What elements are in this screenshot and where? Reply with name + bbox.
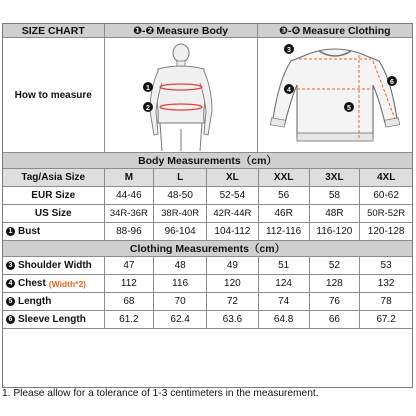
cell-value: 50R-52R xyxy=(367,208,406,219)
table-row xyxy=(3,187,412,205)
how-to-measure-label xyxy=(3,38,105,153)
table-cell xyxy=(207,187,259,205)
column-header-xxl xyxy=(259,169,310,187)
table-cell xyxy=(105,205,155,223)
cell-value: 76 xyxy=(328,296,340,307)
cell-value: 44-46 xyxy=(116,190,142,201)
cell-value: 128 xyxy=(326,278,343,289)
body-measurements-title-row xyxy=(3,153,412,169)
body-measurements-title xyxy=(3,153,412,169)
measure-body-header xyxy=(105,24,258,38)
column-header-xl-text: XL xyxy=(226,172,239,183)
row-label-length-text: Length xyxy=(18,296,52,307)
table-cell xyxy=(259,205,310,223)
table-cell xyxy=(259,187,310,205)
row-label-shoulder-width-text: Shoulder Width xyxy=(18,260,92,271)
column-header-m-text: M xyxy=(124,172,134,183)
row-label-sleeve-length-text: Sleeve Length xyxy=(18,314,86,325)
cell-value: 62.4 xyxy=(170,314,190,325)
clothing-measurements-title-row xyxy=(3,241,412,257)
cell-value: 52-54 xyxy=(219,190,246,201)
table-cell xyxy=(154,187,207,205)
table-cell xyxy=(105,275,155,293)
cell-value: 68 xyxy=(123,296,135,307)
table-cell xyxy=(207,293,259,311)
cell-value: 96-104 xyxy=(164,226,196,237)
clothing-label-5: 5 xyxy=(346,105,351,112)
table-cell xyxy=(259,275,310,293)
cell-value: 88-96 xyxy=(116,226,142,237)
table-row xyxy=(3,275,412,293)
column-header-l xyxy=(154,169,207,187)
table-cell xyxy=(154,311,207,329)
row-label-bust-text: Bust xyxy=(18,226,41,237)
table-cell xyxy=(259,311,310,329)
number-badge-icon: 1 xyxy=(6,227,15,236)
title-row xyxy=(3,24,412,38)
number-badge-icon: 3 xyxy=(6,261,15,270)
cell-value: 46R xyxy=(274,208,293,219)
table-cell xyxy=(310,257,361,275)
table-row xyxy=(3,257,412,275)
clothing-label-6: 6 xyxy=(389,79,394,86)
cell-value: 48-50 xyxy=(167,190,193,201)
column-header-xxl-text: XXL xyxy=(273,172,294,183)
table-cell xyxy=(360,257,412,275)
number-badge-icon: 4 xyxy=(6,279,15,288)
table-cell xyxy=(207,223,259,241)
cell-value: 132 xyxy=(377,278,395,289)
row-label-shoulder-width xyxy=(3,257,105,275)
column-header-3xl xyxy=(310,169,361,187)
measure-clothing-label: Measure Clothing xyxy=(302,24,391,37)
cell-value: 74 xyxy=(278,296,290,307)
notes-section xyxy=(2,388,413,400)
clothing-figure-cell xyxy=(258,38,412,153)
column-header-l-text: L xyxy=(177,172,184,183)
size-chart-label: SIZE CHART xyxy=(21,24,85,37)
table-cell xyxy=(207,205,259,223)
cell-value: 48 xyxy=(174,260,186,271)
row-label-bust xyxy=(3,223,105,241)
table-cell xyxy=(105,257,155,275)
measure-body-range: ❶-❷ xyxy=(133,24,155,37)
table-cell xyxy=(259,293,310,311)
table-cell xyxy=(259,223,310,241)
measure-body-label: Measure Body xyxy=(156,24,229,37)
cell-value: 112-116 xyxy=(266,226,302,237)
cell-value: 120 xyxy=(224,278,241,289)
column-header-tag-size-text: Tag/Asia Size xyxy=(21,172,86,183)
table-cell xyxy=(207,275,259,293)
measure-clothing-header xyxy=(258,24,412,38)
column-header-xl xyxy=(207,169,259,187)
column-header-m xyxy=(105,169,155,187)
chest-width-note: (Width*2) xyxy=(48,278,87,289)
column-header-4xl-text: 4XL xyxy=(376,172,396,183)
table-cell xyxy=(360,205,412,223)
table-cell xyxy=(105,187,155,205)
table-cell xyxy=(310,187,361,205)
cell-value: 112 xyxy=(120,278,137,289)
clothing-label-3: 3 xyxy=(286,47,291,54)
cell-value: 60-62 xyxy=(373,190,399,201)
row-label-sleeve-length xyxy=(3,311,105,329)
table-cell xyxy=(259,257,310,275)
cell-value: 63.6 xyxy=(222,314,243,325)
table-row xyxy=(3,223,412,241)
cell-value: 48R xyxy=(325,208,344,219)
body-figure-cell xyxy=(105,38,258,153)
table-cell xyxy=(105,293,155,311)
cell-value: 42R-44R xyxy=(213,208,252,219)
row-label-eur xyxy=(3,187,105,205)
size-chart-table xyxy=(2,23,413,388)
table-cell xyxy=(154,293,207,311)
size-header-row xyxy=(3,169,412,187)
table-cell xyxy=(360,293,412,311)
column-header-tag-size xyxy=(3,169,105,187)
column-header-4xl xyxy=(360,169,412,187)
table-cell xyxy=(154,257,207,275)
body-label-2: 2 xyxy=(145,105,150,112)
cell-value: 49 xyxy=(226,260,238,271)
cell-value: 58 xyxy=(328,190,340,201)
number-badge-icon: 6 xyxy=(6,315,15,324)
cell-value: 61.2 xyxy=(119,314,139,325)
cell-value: 51 xyxy=(278,260,290,271)
body-measurements-title-text: Body Measurements（cm） xyxy=(138,155,277,167)
table-cell xyxy=(154,275,207,293)
clothing-measurements-title-text: Clothing Measurements（cm） xyxy=(129,243,286,255)
cell-value: 116-120 xyxy=(316,226,353,237)
cell-value: 116 xyxy=(172,278,189,289)
row-label-eur-text: EUR Size xyxy=(31,190,76,201)
cell-value: 56 xyxy=(278,190,290,201)
table-cell xyxy=(310,311,361,329)
cell-value: 64.8 xyxy=(273,314,294,325)
row-label-chest xyxy=(3,275,105,293)
row-label-chest-text: Chest xyxy=(18,278,46,289)
table-cell xyxy=(207,257,259,275)
clothing-measurements-title xyxy=(3,241,412,257)
table-row xyxy=(3,205,412,223)
size-chart-title xyxy=(3,24,105,38)
cell-value: 34R-36R xyxy=(109,208,148,219)
cell-value: 38R-40R xyxy=(161,208,200,219)
note-1: 1. Please allow for a tolerance of 1-3 centimeters in the measurement. xyxy=(2,388,319,399)
column-header-3xl-text: 3XL xyxy=(325,172,344,183)
cell-value: 67.2 xyxy=(376,314,396,325)
how-to-measure-text: How to measure xyxy=(14,89,92,101)
table-cell xyxy=(360,223,412,241)
table-cell xyxy=(154,205,207,223)
clothing-label-4: 4 xyxy=(286,87,291,94)
row-label-length xyxy=(3,293,105,311)
cell-value: 120-128 xyxy=(367,226,405,237)
cell-value: 47 xyxy=(123,260,135,271)
cell-value: 104-112 xyxy=(214,226,251,237)
body-label-1: 1 xyxy=(145,85,150,92)
table-cell xyxy=(207,311,259,329)
table-cell xyxy=(310,293,361,311)
table-cell xyxy=(310,223,361,241)
figure-row xyxy=(3,38,412,153)
cell-value: 66 xyxy=(328,314,340,325)
table-cell xyxy=(360,275,412,293)
number-badge-icon: 5 xyxy=(6,297,15,306)
table-cell xyxy=(154,223,207,241)
cell-value: 72 xyxy=(226,296,238,307)
measure-clothing-range: ❸-❻ xyxy=(279,24,301,37)
row-label-us xyxy=(3,205,105,223)
table-cell xyxy=(360,187,412,205)
row-label-us-text: US Size xyxy=(34,208,72,219)
table-cell xyxy=(105,311,155,329)
cell-value: 52 xyxy=(328,260,340,271)
table-cell xyxy=(360,311,412,329)
table-cell xyxy=(310,275,361,293)
cell-value: 124 xyxy=(275,278,292,289)
cell-value: 53 xyxy=(380,260,392,271)
cell-value: 78 xyxy=(380,296,392,307)
table-cell xyxy=(105,223,155,241)
table-row xyxy=(3,311,412,329)
sweater-figure-icon xyxy=(259,39,411,151)
table-cell xyxy=(310,205,361,223)
cell-value: 70 xyxy=(174,296,186,307)
body-figure-icon xyxy=(106,39,256,151)
table-row xyxy=(3,293,412,311)
